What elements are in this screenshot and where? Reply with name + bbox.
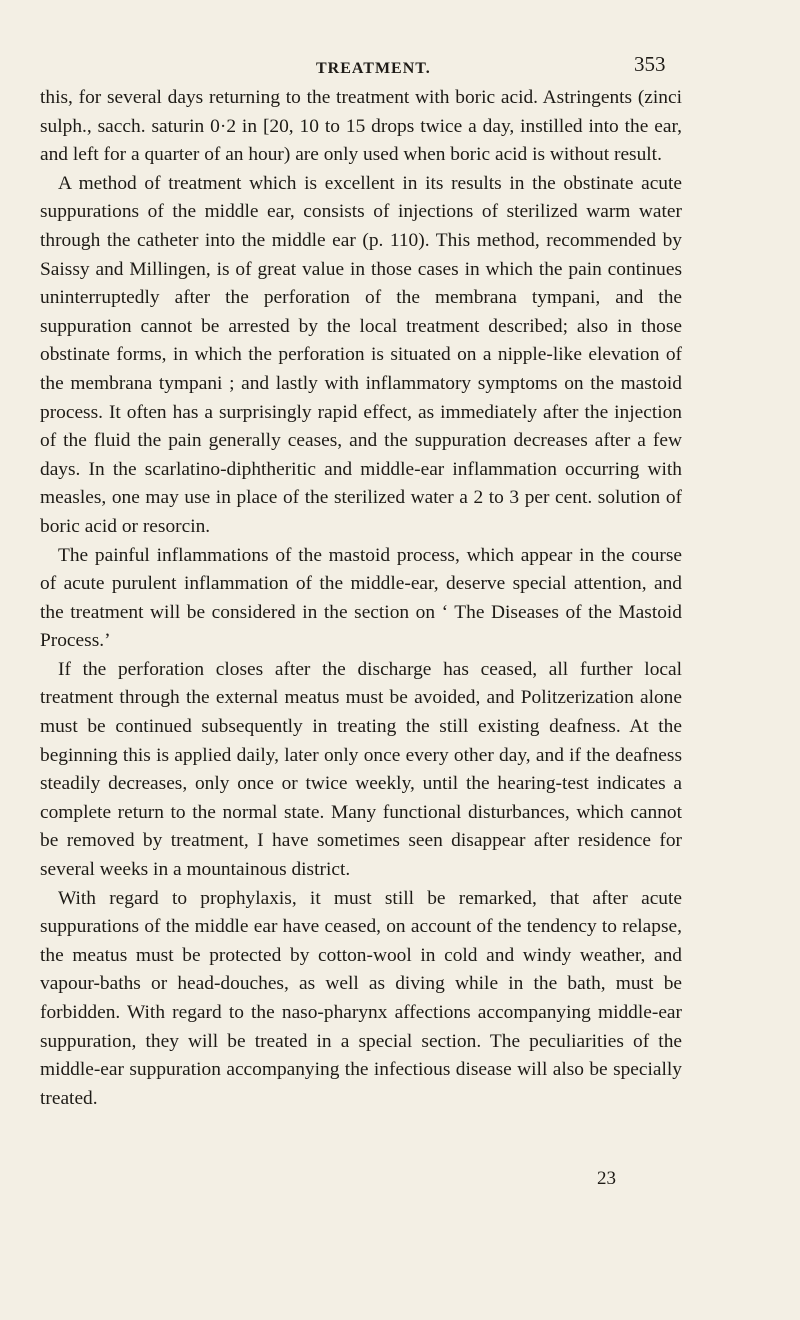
paragraph-prophylaxis: With regard to prophylaxis, it must still be remarked, that after acute suppurations of the middle ear have ceased, on account of the tendency to relapse, the meatus must be protected by cotton-wool in cold and windy weather, and vapour-baths or head-douches, as well as diving while in the bath, must be forbidden. With regard to the naso-pharynx affections accompanying middle-ear suppuration, they will be treated in a special section. The peculiarities of the middle-ear suppuration accompanying the infectious disease will also be specially treated. — [40, 887, 682, 1109]
page-number: 353 — [634, 52, 666, 76]
signature-mark: 23 — [597, 1168, 616, 1189]
running-title: TREATMENT. — [316, 60, 431, 77]
paragraph-perforation-closure: If the perforation closes after the discharge has ceased, all further local treatment through the external meatus must be avoided, and Politzerization alone must be continued subsequently in treating the still existing deafness. At the beginning this is applied daily, later only once every other day, and if the deafness steadily decreases, only once or twice weekly, until the hearing-test indicates a complete return to the normal state. Many functional disturbances, which cannot be removed by treatment, I have sometimes seen disappear after residence for several weeks in a mountainous district. — [40, 658, 682, 881]
paragraph-continuation: this, for several days returning to the treatment with boric acid. Astringents (zinci sulph., sacch. saturin 0·2 in [20, 10 to 15 drops twice a day, instilled into the ear, and left for a quarter of an hour) are only used when boric acid is without result. — [40, 87, 682, 166]
paragraph-mastoid-inflammation: The painful inflammations of the mastoid process, which appear in the course of acute purulent inflammation of the middle-ear, deserve special attention, and the treatment will be considered in the section on ‘ The Diseases of the Mastoid Process.’ — [40, 544, 682, 652]
running-header — [0, 52, 800, 82]
body-text — [40, 84, 682, 1113]
paragraph-injection-method: A method of treatment which is excellent in its results in the obstinate acute suppurations of the middle ear, consists of injections of sterilized warm water through the catheter into the middle ear (p. 110). This method, recommended by Saissy and Millingen, is of great value in those cases in which the pain continues uninterruptedly after the perforation of the membrana tympani, and the suppuration cannot be arrested by the local treatment described; also in those obstinate forms, in which the perforation is situated on a nipple-like elevation of the membrana tympani ; and lastly with inflammatory symptoms on the mastoid process. It often has a surprisingly rapid effect, as immediately after the injection of the fluid the pain generally ceases, and the suppuration decreases after a few days. In the scarlatino-diphtheritic and middle-ear inflammation occurring with measles, one may use in place of the sterilized water a 2 to 3 per cent. solution of boric acid or resorcin. — [40, 172, 682, 537]
